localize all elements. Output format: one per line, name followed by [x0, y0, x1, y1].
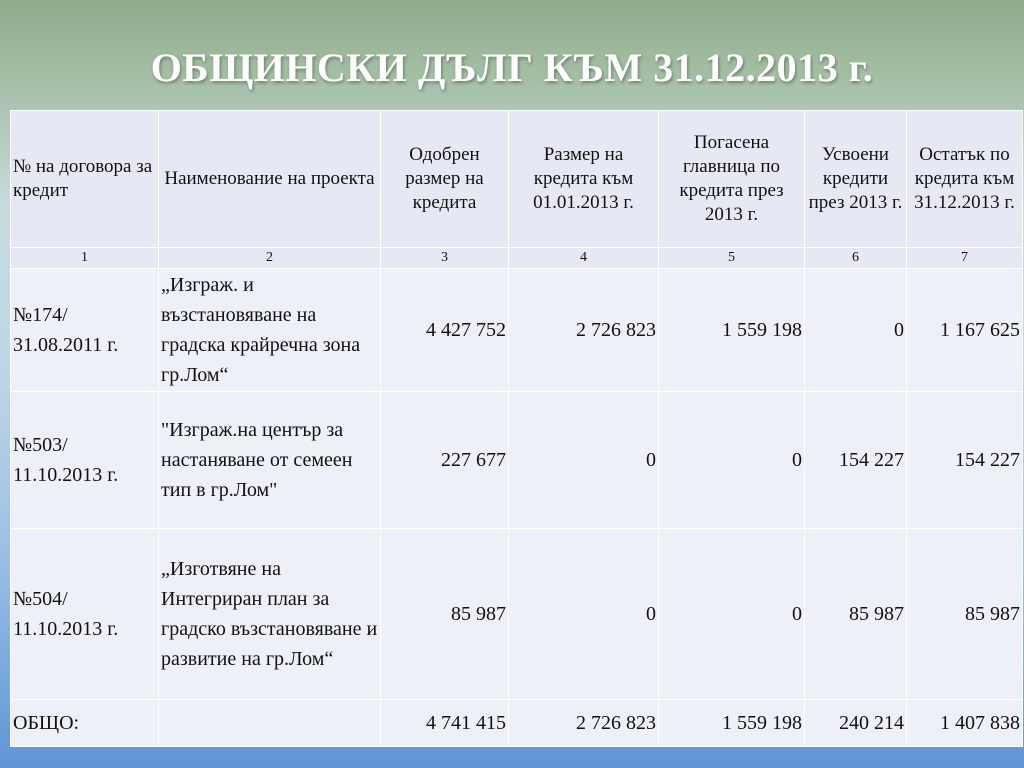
- table-row: [11, 529, 1023, 700]
- column-number: 4: [509, 248, 659, 269]
- header-principal-repaid: Погасена главница по кредита през 2013 г.: [659, 111, 805, 248]
- total-label: ОБЩО:: [11, 700, 159, 747]
- table-row: [11, 392, 1023, 529]
- page-title: ОБЩИНСКИ ДЪЛГ КЪМ 31.12.2013 г.: [150, 45, 874, 90]
- project-cell: „Изготвяне на Интегриран план за градско възстановяване и развитие на гр.Лом“: [159, 529, 381, 700]
- approved-cell: 85 987: [381, 529, 509, 700]
- contract-cell: №503/ 11.10.2013 г.: [11, 392, 159, 529]
- total-empty-cell: [159, 700, 381, 747]
- header-contract-number: № на договора за кредит: [11, 111, 159, 248]
- header-project-name: Наименование на проекта: [159, 111, 381, 248]
- repaid-cell: 0: [659, 392, 805, 529]
- header-credits-drawn: Усвоени кредити през 2013 г.: [805, 111, 907, 248]
- total-row: [11, 700, 1023, 747]
- total-drawn: 240 214: [805, 700, 907, 747]
- repaid-cell: 0: [659, 529, 805, 700]
- contract-cell: №504/ 11.10.2013 г.: [11, 529, 159, 700]
- at-start-cell: 2 726 823: [509, 269, 659, 392]
- column-number: 7: [907, 248, 1023, 269]
- drawn-cell: 154 227: [805, 392, 907, 529]
- remaining-cell: 85 987: [907, 529, 1023, 700]
- header-remaining-balance: Остатък по кредита към 31.12.2013 г.: [907, 111, 1023, 248]
- repaid-cell: 1 559 198: [659, 269, 805, 392]
- approved-cell: 4 427 752: [381, 269, 509, 392]
- column-number: 3: [381, 248, 509, 269]
- column-number: 6: [805, 248, 907, 269]
- header-amount-at-start: Размер на кредита към 01.01.2013 г.: [509, 111, 659, 248]
- at-start-cell: 0: [509, 392, 659, 529]
- drawn-cell: 0: [805, 269, 907, 392]
- remaining-cell: 1 167 625: [907, 269, 1023, 392]
- contract-cell: №174/ 31.08.2011 г.: [11, 269, 159, 392]
- total-repaid: 1 559 198: [659, 700, 805, 747]
- column-number-row: [11, 248, 1023, 269]
- municipal-debt-table: [10, 110, 1023, 747]
- project-cell: "Изграж.на център за настаняване от семеен тип в гр.Лом": [159, 392, 381, 529]
- column-number: 1: [11, 248, 159, 269]
- at-start-cell: 0: [509, 529, 659, 700]
- drawn-cell: 85 987: [805, 529, 907, 700]
- project-cell: „Изграж. и възстановяване на градска крайречна зона гр.Лом“: [159, 269, 381, 392]
- remaining-cell: 154 227: [907, 392, 1023, 529]
- table-header-row: [11, 111, 1023, 248]
- header-approved-amount: Одобрен размер на кредита: [381, 111, 509, 248]
- approved-cell: 227 677: [381, 392, 509, 529]
- column-number: 2: [159, 248, 381, 269]
- table-row: [11, 269, 1023, 392]
- column-number: 5: [659, 248, 805, 269]
- total-at-start: 2 726 823: [509, 700, 659, 747]
- total-remaining: 1 407 838: [907, 700, 1023, 747]
- total-approved: 4 741 415: [381, 700, 509, 747]
